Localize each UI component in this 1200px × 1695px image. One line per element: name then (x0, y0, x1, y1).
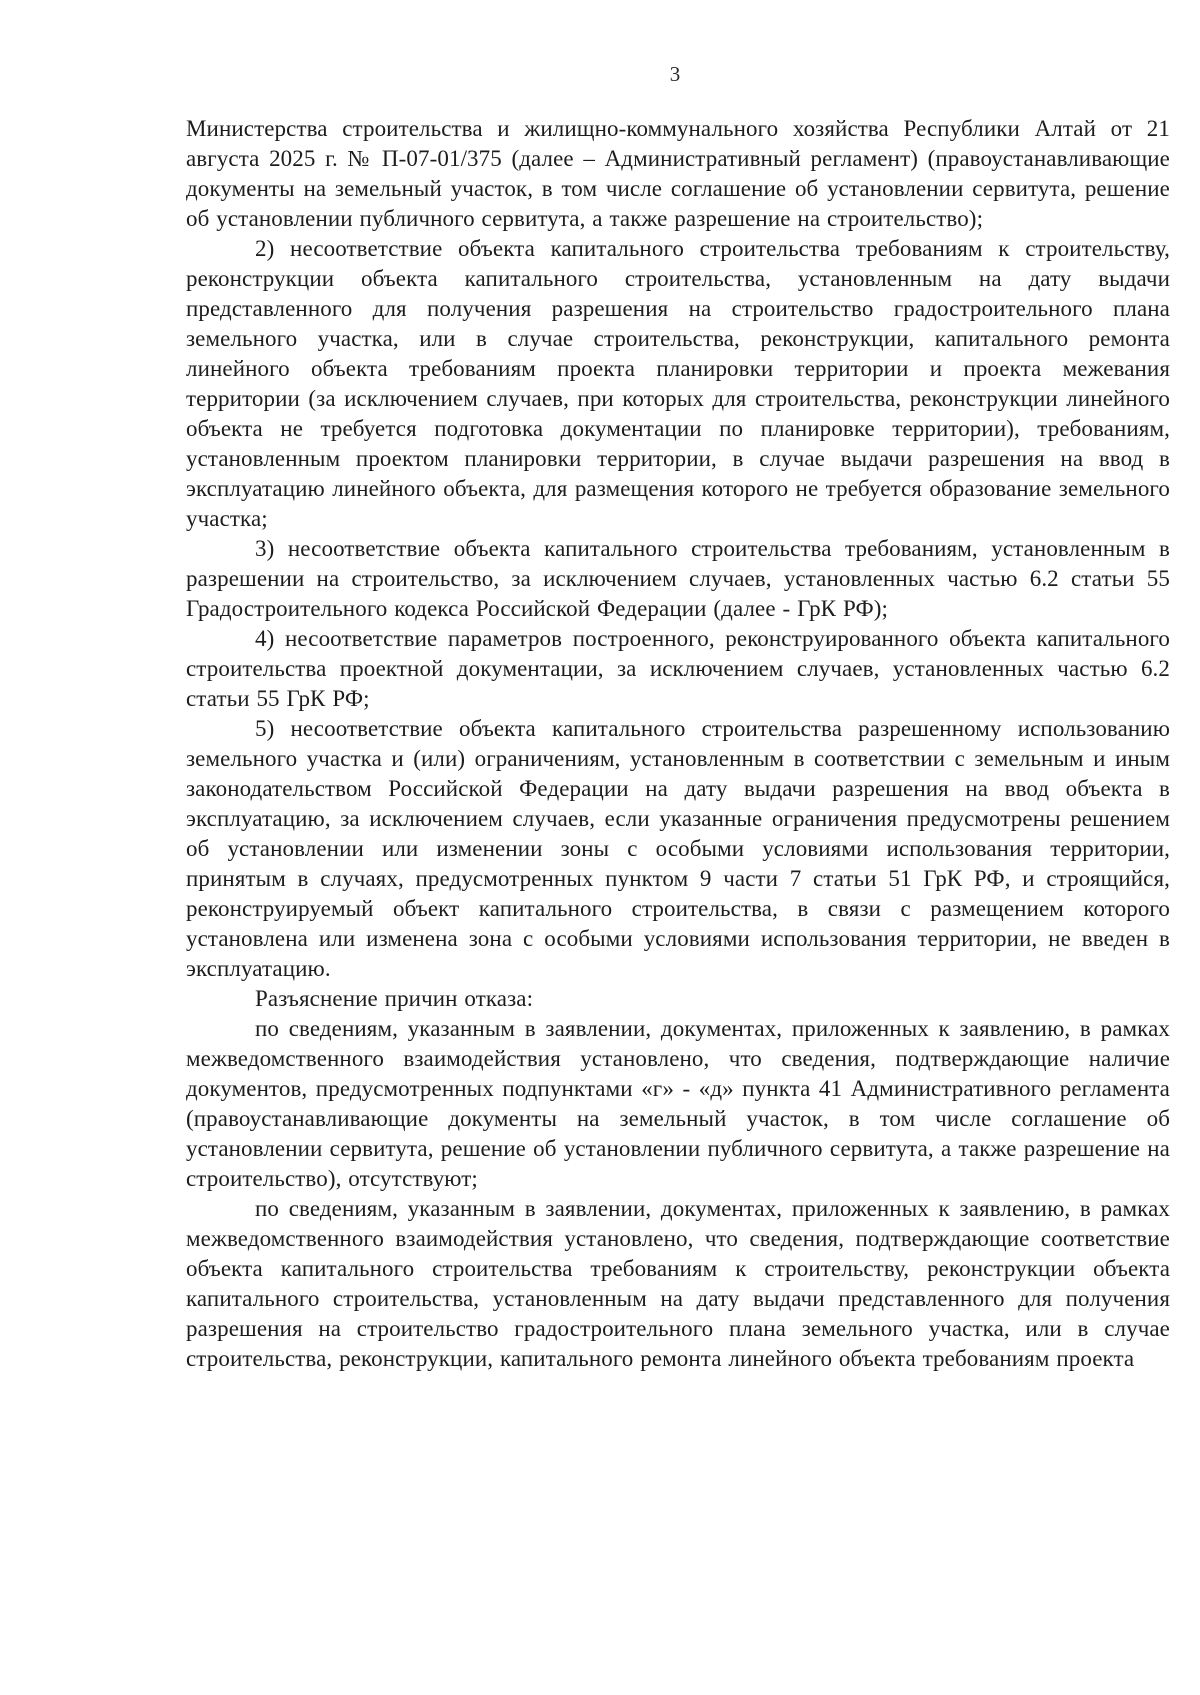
paragraph-refusal-reason-2: по сведениям, указанным в заявлении, документах, приложенных к заявлению, в рамках межведомственного взаимодействия установлено, что сведения, подтверждающие соответствие объекта капитального строительства требованиям к строительству, реконструкции объекта капитального строительства, установленным на дату выдачи представленного для получения разрешения на строительство градостроительного плана земельного участка, или в случае строительства, реконструкции, капитального ремонта линейного объекта требованиям проекта (186, 1196, 1170, 1371)
paragraph-refusal-reason-1: по сведениям, указанным в заявлении, документах, приложенных к заявлению, в рамках межведомственного взаимодействия установлено, что сведения, подтверждающие наличие документов, предусмотренных подпунктами «г» - «д» пункта 41 Административного регламента (правоустанавливающие документы на земельный участок, в том числе соглашение об установлении сервитута, решение об установлении публичного сервитута, а также разрешение на строительство), отсутствуют; (186, 1016, 1170, 1191)
paragraph-refusal-heading: Разъяснение причин отказа: (255, 986, 534, 1011)
page-number: 3 (669, 62, 681, 86)
paragraph-item-5: 5) несоответствие объекта капитального строительства разрешенному использованию земельного участка и (или) ограничениям, установленным в соответствии с земельным и иным законодательством Российской Федерации на дату выдачи разрешения на ввод объекта в эксплуатацию, за исключением случаев, если указанные ограничения предусмотрены решением об установлении или изменении зоны с особыми условиями использования территории, принятым в случаях, предусмотренных пунктом 9 части 7 статьи 51 ГрК РФ, и строящийся, реконструируемый объект капитального строительства, в связи с размещением которого установлена или изменена зона с особыми условиями использования территории, не введен в эксплуатацию. (186, 716, 1170, 981)
paragraph-item-2: 2) несоответствие объекта капитального строительства требованиям к строительству, реконструкции объекта капитального строительства, установленным на дату выдачи представленного для получения разрешения на строительство градостроительного плана земельного участка, или в случае строительства, реконструкции, капитального ремонта линейного объекта требованиям проекта планировки территории и проекта межевания территории (за исключением случаев, при которых для строительства, реконструкции линейного объекта не требуется подготовка документации по планировке территории), требованиям, установленным проектом планировки территории, в случае выдачи разрешения на ввод в эксплуатацию линейного объекта, для размещения которого не требуется образование земельного участка; (186, 236, 1170, 531)
paragraph-continuation-regulation: Министерства строительства и жилищно-коммунального хозяйства Республики Алтай от 21 августа 2025 г. № П-07-01/375 (далее – Административный регламент) (правоустанавливающие документы на земельный участок, в том числе соглашение об установлении сервитута, решение об установлении публичного сервитута, а также разрешение на строительство); (186, 116, 1170, 231)
paragraph-item-4: 4) несоответствие параметров построенного, реконструированного объекта капитального строительства проектной документации, за исключением случаев, установленных частью 6.2 статьи 55 ГрК РФ; (186, 626, 1170, 711)
document-body (186, 114, 1170, 1374)
paragraph-item-3: 3) несоответствие объекта капитального строительства требованиям, установленным в разрешении на строительство, за исключением случаев, установленных частью 6.2 статьи 55 Градостроительного кодекса Российской Федерации (далее - ГрК РФ); (186, 536, 1170, 621)
